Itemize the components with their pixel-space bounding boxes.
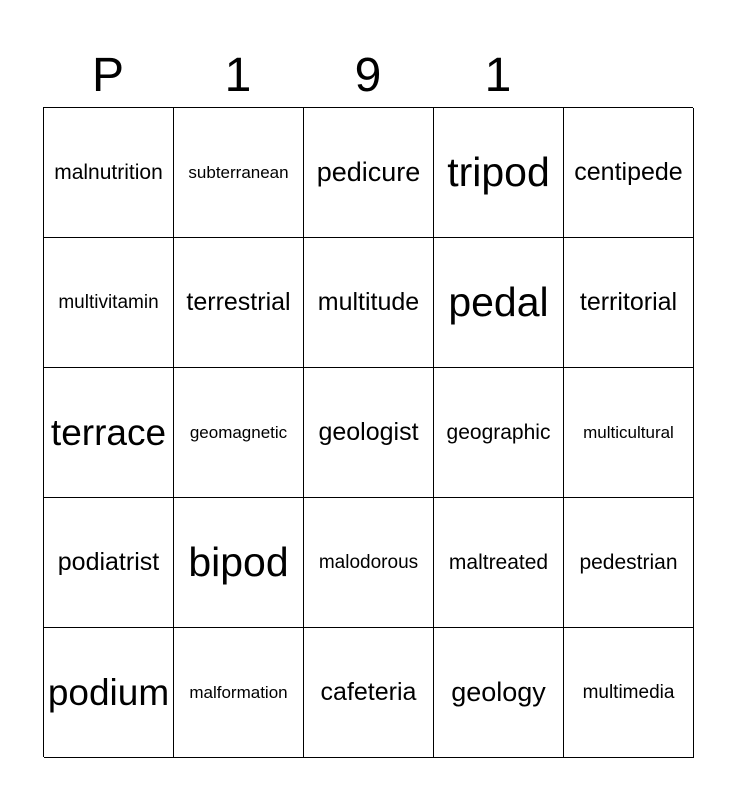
bingo-cell[interactable]: terrestrial xyxy=(174,238,304,368)
bingo-cell[interactable]: terrace xyxy=(44,368,174,498)
bingo-cell[interactable]: geologist xyxy=(304,368,434,498)
bingo-header xyxy=(43,48,693,104)
bingo-cell[interactable]: multitude xyxy=(304,238,434,368)
header-letter: 9 xyxy=(354,49,382,102)
bingo-cell[interactable]: geology xyxy=(434,628,564,758)
bingo-cell[interactable]: maltreated xyxy=(434,498,564,628)
header-letter: 1 xyxy=(484,49,512,102)
bingo-cell[interactable]: tripod xyxy=(434,108,564,238)
header-letter: P xyxy=(91,49,124,102)
bingo-cell[interactable]: malformation xyxy=(174,628,304,758)
bingo-cell[interactable]: pedal xyxy=(434,238,564,368)
bingo-cell[interactable]: cafeteria xyxy=(304,628,434,758)
bingo-cell[interactable]: multicultural xyxy=(564,368,694,498)
bingo-cell[interactable]: geomagnetic xyxy=(174,368,304,498)
bingo-cell[interactable]: territorial xyxy=(564,238,694,368)
bingo-cell[interactable]: malodorous xyxy=(304,498,434,628)
bingo-cell[interactable]: subterranean xyxy=(174,108,304,238)
bingo-cell[interactable]: pedestrian xyxy=(564,498,694,628)
header-letter xyxy=(563,48,693,104)
header-letter: 1 xyxy=(224,49,252,102)
bingo-cell[interactable]: malnutrition xyxy=(44,108,174,238)
bingo-cell[interactable]: geographic xyxy=(434,368,564,498)
bingo-cell[interactable]: podiatrist xyxy=(44,498,174,628)
bingo-cell[interactable]: centipede xyxy=(564,108,694,238)
bingo-cell[interactable]: multivitamin xyxy=(44,238,174,368)
bingo-cell[interactable]: podium xyxy=(44,628,174,758)
bingo-cell[interactable]: bipod xyxy=(174,498,304,628)
bingo-cell[interactable]: pedicure xyxy=(304,108,434,238)
bingo-cell[interactable]: multimedia xyxy=(564,628,694,758)
bingo-board xyxy=(43,107,693,757)
